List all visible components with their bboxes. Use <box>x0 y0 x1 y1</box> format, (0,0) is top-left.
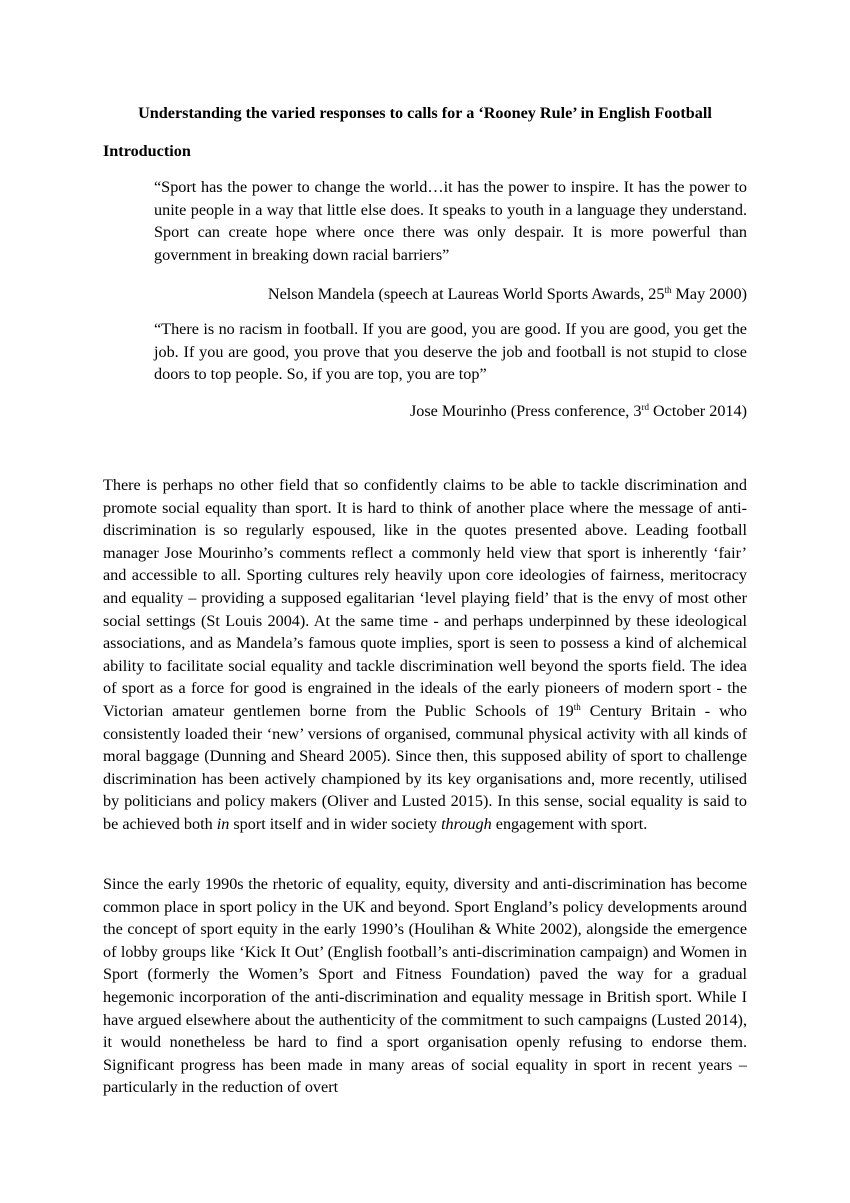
attribution-text-end: May 2000) <box>671 285 747 303</box>
attribution-text: Jose Mourinho (Press conference, 3 <box>409 402 642 420</box>
paragraph-text: There is perhaps no other field that so confidently claims to be able to tackle discrimination and promote social equality than sport. It is hard to think of another place where the message of anti-discrimination is so regularly espoused, like in the quotes presented above. Leading football manager Jose Mourinho’s comments reflect a commonly held view that sport is inherently ‘fair’ and accessible to all. Sporting cultures rely heavily upon core ideologies of fairness, meritocracy and equality – providing a supposed egalitarian ‘level playing field’ that is the envy of most other social settings (St Louis 2004). At the same time - and perhaps underpinned by these ideological associations, and as Mandela’s famous quote implies, sport is seen to possess a kind of alchemical ability to facilitate social equality and tackle discrimination well beyond the sports field. The idea of sport as a force for good is engrained in the ideals of the early pioneers of modern sport - the Victorian amateur gentlemen borne from the Public Schools of 19 <box>103 476 747 720</box>
attribution-text-end: October 2014) <box>649 402 747 420</box>
body-paragraph-2: Since the early 1990s the rhetoric of equality, equity, diversity and anti-discrimination has become common place in sport policy in the UK and beyond. Sport England’s policy developments around the concept of sport equity in the early 1990’s (Houlihan & White 2002), alongside the emergence of lobby groups like ‘Kick It Out’ (English football’s anti-discrimination campaign) and Women in Sport (formerly the Women’s Sport and Fitness Foundation) paved the way for a gradual hegemonic incorporation of the anti-discrimination and equality message in British sport. While I have argued elsewhere about the authenticity of the commitment to such campaigns (Lusted 2014), it would nonetheless be hard to find a sport organisation openly refusing to endorse them. Significant progress has been made in many areas of social equality in sport in recent years – particularly in the reduction of overt <box>103 875 747 1097</box>
paragraph-text: Century Britain - who consistently loaded their ‘new’ versions of organised, communal physical activity with all kinds of moral baggage (Dunning and Sheard 2005). Since then, this supposed ability of sport to challenge discrimination has been actively championed by its key organisations and, more recently, utilised by politicians and policy makers (Oliver and Lusted 2015). In this sense, social equality is said to be achieved both <box>103 701 747 833</box>
ordinal-suffix: th <box>664 285 672 295</box>
section-heading: Introduction <box>103 142 191 160</box>
paragraph-text: sport itself and in wider society <box>229 814 442 833</box>
ordinal-suffix: rd <box>641 402 649 412</box>
paragraph-text: engagement with sport. <box>491 814 648 833</box>
mandela-quote: “Sport has the power to change the world…it has the power to inspire. It has the power to unite people in a way that little else does. It speaks to youth in a language they understand. Sport can create hope where once there was only despair. It is more powerful than government in breaking down racial barriers” <box>154 178 747 264</box>
attribution-text: Nelson Mandela (speech at Laureas World Sports Awards, 25 <box>267 285 665 303</box>
emphasis-text: in <box>216 814 230 833</box>
emphasis-text: through <box>441 814 492 833</box>
mourinho-attribution <box>154 400 747 423</box>
mandela-attribution <box>154 283 747 306</box>
document-title: Understanding the varied responses to calls for a ‘Rooney Rule’ in English Football <box>138 104 712 122</box>
ordinal-suffix: th <box>573 701 581 712</box>
body-paragraph-1 <box>103 474 747 836</box>
mourinho-quote: “There is no racism in football. If you are good, you are good. If you are good, you get the job. If you are good, you prove that you deserve the job and football is not stupid to close doors to top people. So, if you are top, you are top” <box>154 320 747 384</box>
